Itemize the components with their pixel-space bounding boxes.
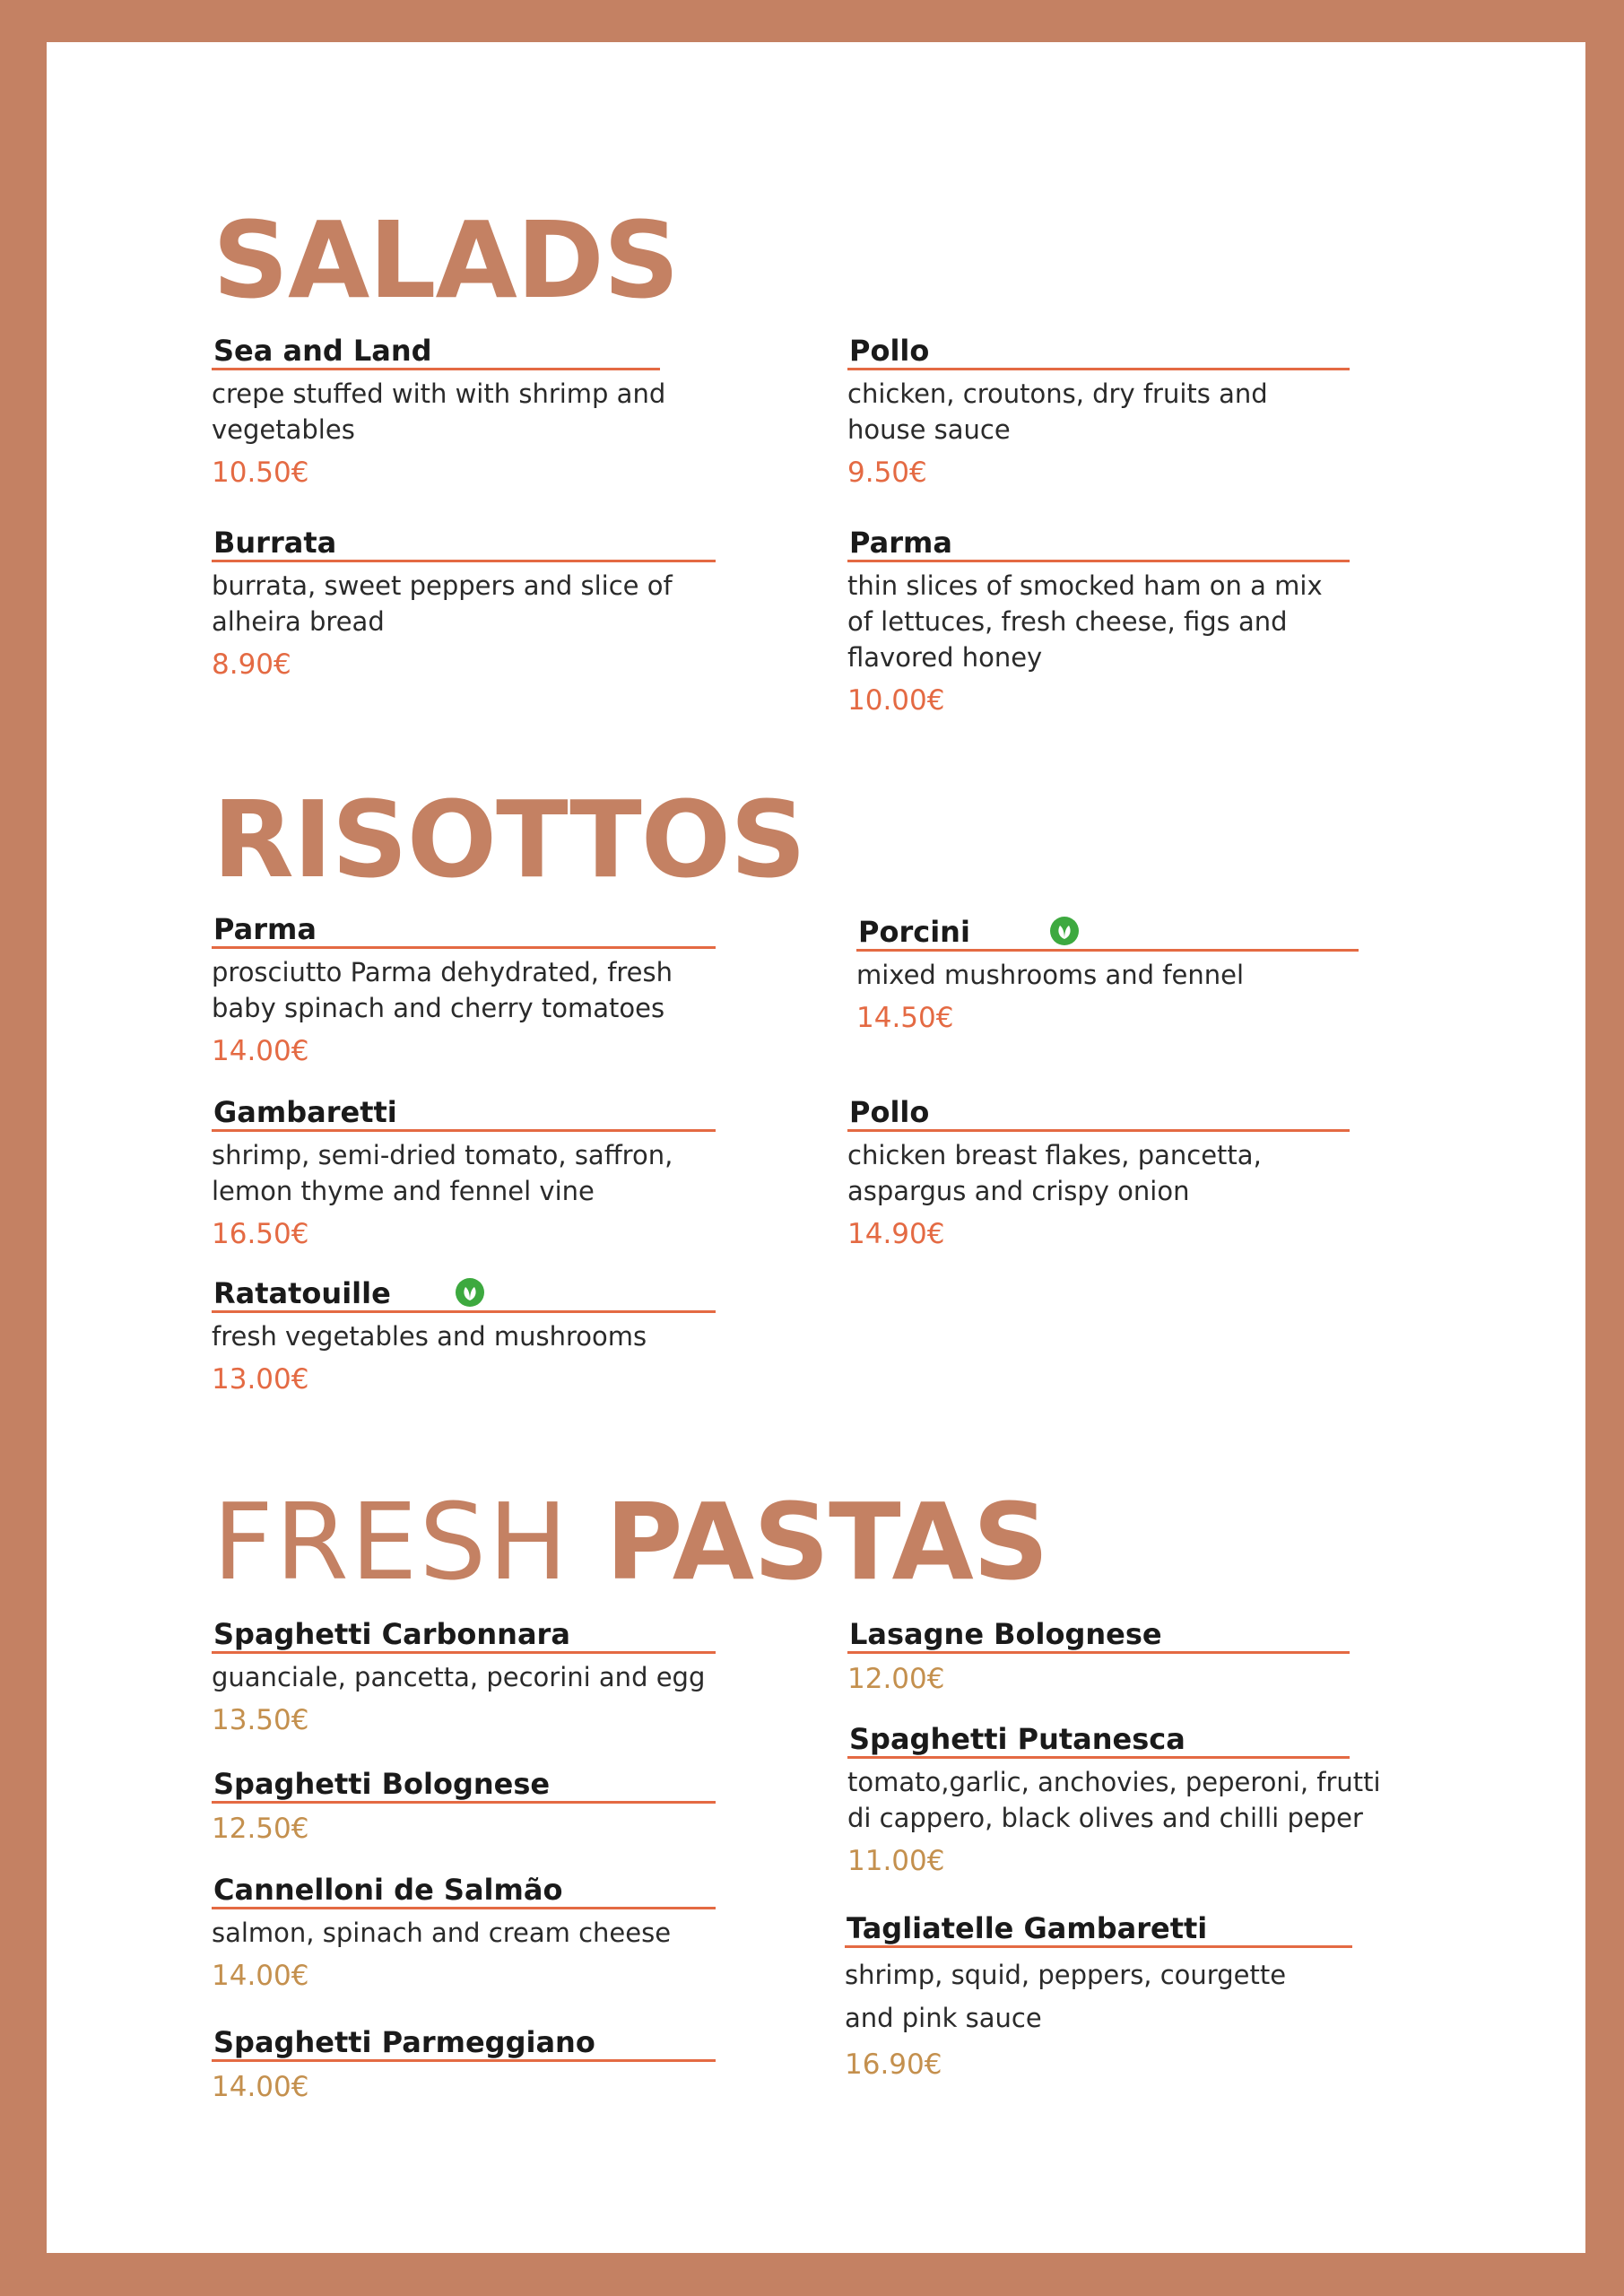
item-price: 14.00€ — [212, 2071, 309, 2103]
item-name: Parma — [212, 912, 716, 949]
salads-heading: SALADS — [213, 198, 679, 322]
pastas-heading-bold: PASTAS — [605, 1480, 1048, 1604]
menu-item — [847, 334, 1350, 491]
item-price: 10.00€ — [847, 684, 945, 717]
vegetarian-leaf-icon — [456, 1278, 484, 1307]
menu-item — [856, 915, 1359, 1036]
item-name: Pollo — [847, 1095, 1350, 1132]
item-name: Parma — [847, 526, 1350, 562]
menu-item — [847, 1095, 1350, 1252]
item-name-text: Ratatouille — [213, 1276, 391, 1310]
menu-item — [845, 1911, 1352, 2083]
menu-item — [212, 1873, 716, 1994]
menu-item — [212, 334, 666, 491]
item-price: 11.00€ — [847, 1845, 945, 1877]
item-name: Burrata — [212, 526, 716, 562]
item-description: burrata, sweet peppers and slice of alheira bread — [212, 570, 673, 637]
menu-item — [847, 1617, 1350, 1697]
item-price: 9.50€ — [847, 457, 927, 489]
item-price: 16.90€ — [845, 2048, 942, 2081]
menu-item — [212, 526, 716, 683]
item-name: Tagliatelle Gambaretti — [845, 1911, 1352, 1948]
pastas-heading — [213, 1480, 1048, 1604]
item-price: 13.50€ — [212, 1704, 309, 1736]
item-description: salmon, spinach and cream cheese — [212, 1918, 672, 1948]
item-name: Lasagne Bolognese — [847, 1617, 1350, 1654]
item-name: Pollo — [847, 334, 1350, 370]
item-description: guanciale, pancetta, pecorini and egg — [212, 1662, 706, 1692]
item-description: crepe stuffed with with shrimp and vegetables — [212, 378, 666, 445]
item-description: chicken, croutons, dry fruits and house sauce — [847, 378, 1268, 445]
vegetarian-leaf-icon — [1050, 917, 1079, 945]
item-description: chicken breast flakes, pancetta, aspargus and crispy onion — [847, 1140, 1262, 1206]
item-name-text: Porcini — [858, 915, 970, 949]
item-name: Sea and Land — [212, 334, 660, 370]
item-name: Gambaretti — [212, 1095, 716, 1132]
menu-item — [212, 1617, 716, 1738]
item-description: fresh vegetables and mushrooms — [212, 1321, 647, 1352]
item-price: 14.00€ — [212, 1960, 309, 1992]
item-price: 14.50€ — [856, 1002, 954, 1034]
pastas-heading-light: FRESH — [213, 1480, 570, 1604]
item-description: shrimp, semi-dried tomato, saffron, lemon thyme and fennel vine — [212, 1140, 673, 1206]
item-description: prosciutto Parma dehydrated, fresh baby spinach and cherry tomatoes — [212, 957, 673, 1023]
item-description: mixed mushrooms and fennel — [856, 960, 1244, 990]
item-description: thin slices of smocked ham on a mix of lettuces, fresh cheese, figs and flavored honey — [847, 570, 1323, 673]
item-price: 14.90€ — [847, 1218, 945, 1250]
menu-item — [212, 2025, 716, 2105]
menu-item — [212, 912, 716, 1069]
item-name: Spaghetti Carbonnara — [212, 1617, 716, 1654]
menu-item — [847, 526, 1350, 718]
item-price: 8.90€ — [212, 648, 291, 681]
menu-item — [212, 1276, 716, 1397]
item-name: Spaghetti Bolognese — [212, 1767, 716, 1804]
item-name: Cannelloni de Salmão — [212, 1873, 716, 1909]
item-name — [856, 915, 1359, 952]
menu-item — [847, 1722, 1381, 1879]
item-price: 12.00€ — [847, 1663, 945, 1695]
item-price: 13.00€ — [212, 1363, 309, 1396]
menu-item — [212, 1767, 716, 1847]
item-price: 14.00€ — [212, 1035, 309, 1067]
item-name: Spaghetti Parmeggiano — [212, 2025, 716, 2062]
risottos-heading: RISOTTOS — [213, 778, 806, 901]
item-name: Spaghetti Putanesca — [847, 1722, 1350, 1759]
item-price: 16.50€ — [212, 1218, 309, 1250]
item-name — [212, 1276, 716, 1313]
menu-item — [212, 1095, 716, 1252]
item-price: 12.50€ — [212, 1813, 309, 1845]
item-description: tomato,garlic, anchovies, peperoni, frutti di cappero, black olives and chilli peper — [847, 1767, 1381, 1833]
menu-page — [47, 42, 1585, 2253]
item-description: shrimp, squid, peppers, courgette and pink sauce — [845, 1960, 1287, 2033]
item-price: 10.50€ — [212, 457, 309, 489]
